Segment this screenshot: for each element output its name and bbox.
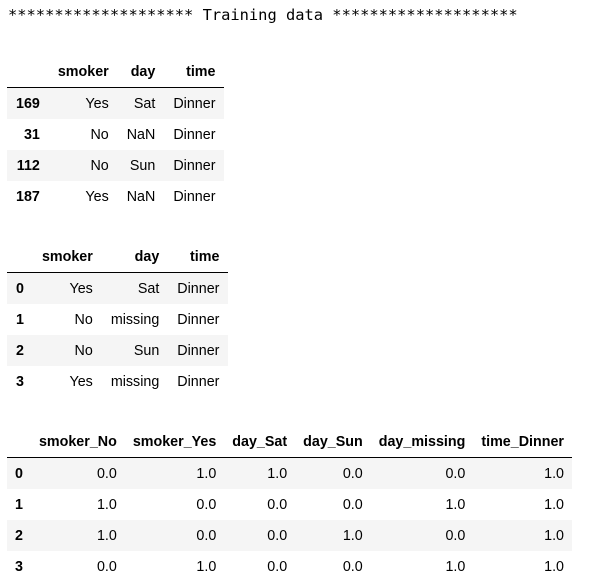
cell-time: Dinner — [173, 157, 216, 174]
row-index: 187 — [16, 188, 40, 205]
column-header-index — [7, 57, 49, 88]
table-row — [7, 335, 228, 366]
column-header-time-dinner: time_Dinner — [473, 427, 572, 458]
column-header-time: time — [168, 242, 228, 273]
cell-time: Dinner — [177, 280, 220, 297]
cell-time: Dinner — [177, 342, 220, 359]
cell-smoker: No — [74, 311, 93, 328]
dataframe-raw-table — [7, 57, 224, 212]
cell-day: missing — [110, 373, 160, 390]
cell-smoker: Yes — [85, 188, 109, 205]
column-header-time: time — [164, 57, 224, 88]
cell-smoker-no: 0.0 — [96, 465, 117, 482]
table-header-row — [7, 427, 572, 458]
cell-day-sat: 0.0 — [267, 496, 288, 513]
cell-day-sun: 1.0 — [342, 527, 363, 544]
cell-smoker-yes: 0.0 — [196, 496, 217, 513]
cell-day: NaN — [126, 126, 156, 143]
cell-day-sun: 0.0 — [342, 496, 363, 513]
cell-time-dinner: 1.0 — [544, 558, 564, 575]
row-index: 0 — [16, 280, 24, 297]
table-row — [7, 366, 228, 397]
column-header-day-missing: day_missing — [371, 427, 474, 458]
row-index: 169 — [16, 95, 40, 112]
cell-smoker: No — [90, 126, 109, 143]
column-header-day: day — [118, 57, 165, 88]
table-header-row — [7, 242, 228, 273]
cell-time: Dinner — [177, 373, 220, 390]
cell-day-sat: 0.0 — [267, 558, 288, 575]
cell-smoker-yes: 1.0 — [196, 465, 217, 482]
row-index: 0 — [15, 465, 23, 482]
row-index: 3 — [15, 558, 23, 575]
dataframe-imputed-table — [7, 242, 228, 397]
cell-smoker-no: 0.0 — [96, 558, 117, 575]
cell-smoker-yes: 1.0 — [196, 558, 217, 575]
cell-day: Sat — [133, 95, 156, 112]
cell-day: NaN — [126, 188, 156, 205]
table-row — [7, 150, 224, 181]
cell-day-missing: 0.0 — [445, 527, 466, 544]
table-row — [7, 458, 572, 490]
cell-time: Dinner — [173, 188, 216, 205]
row-index: 2 — [15, 527, 23, 544]
row-index: 2 — [16, 342, 24, 359]
output-heading: ******************** Training data ******************** — [8, 6, 518, 24]
cell-day: missing — [110, 311, 160, 328]
row-index: 31 — [23, 126, 40, 143]
cell-time: Dinner — [177, 311, 220, 328]
cell-time: Dinner — [173, 126, 216, 143]
cell-day-sat: 1.0 — [267, 465, 288, 482]
column-header-day: day — [102, 242, 168, 273]
column-header-smoker: smoker — [33, 242, 102, 273]
cell-time-dinner: 1.0 — [544, 465, 564, 482]
cell-day-missing: 1.0 — [445, 496, 466, 513]
column-header-smoker: smoker — [49, 57, 118, 88]
table-row — [7, 520, 572, 551]
cell-time: Dinner — [173, 95, 216, 112]
table-row — [7, 489, 572, 520]
row-index: 3 — [16, 373, 24, 390]
cell-day: Sun — [129, 157, 156, 174]
cell-smoker-no: 1.0 — [96, 496, 117, 513]
cell-day-missing: 0.0 — [445, 465, 466, 482]
row-index: 1 — [15, 496, 23, 513]
row-index: 1 — [16, 311, 24, 328]
table-row — [7, 119, 224, 150]
cell-time-dinner: 1.0 — [544, 527, 564, 544]
table-row — [7, 88, 224, 120]
cell-smoker: Yes — [69, 373, 93, 390]
column-header-smoker-no: smoker_No — [31, 427, 125, 458]
table-row — [7, 304, 228, 335]
table-row — [7, 273, 228, 305]
cell-day-sun: 0.0 — [342, 558, 363, 575]
cell-day-missing: 1.0 — [445, 558, 466, 575]
column-header-index — [7, 427, 31, 458]
cell-day: Sun — [133, 342, 160, 359]
column-header-day-sun: day_Sun — [295, 427, 371, 458]
cell-smoker-no: 1.0 — [96, 527, 117, 544]
cell-day-sun: 0.0 — [342, 465, 363, 482]
cell-smoker-yes: 0.0 — [196, 527, 217, 544]
cell-smoker: No — [90, 157, 109, 174]
column-header-smoker-yes: smoker_Yes — [125, 427, 224, 458]
cell-time-dinner: 1.0 — [544, 496, 564, 513]
table-row — [7, 181, 224, 212]
column-header-index — [7, 242, 33, 273]
cell-smoker: No — [74, 342, 93, 359]
cell-smoker: Yes — [85, 95, 109, 112]
cell-smoker: Yes — [69, 280, 93, 297]
cell-day: Sat — [137, 280, 160, 297]
column-header-day-sat: day_Sat — [224, 427, 295, 458]
dataframe-onehot-table — [7, 427, 572, 582]
table-row — [7, 551, 572, 582]
cell-day-sat: 0.0 — [267, 527, 288, 544]
table-header-row — [7, 57, 224, 88]
row-index: 112 — [16, 157, 40, 174]
